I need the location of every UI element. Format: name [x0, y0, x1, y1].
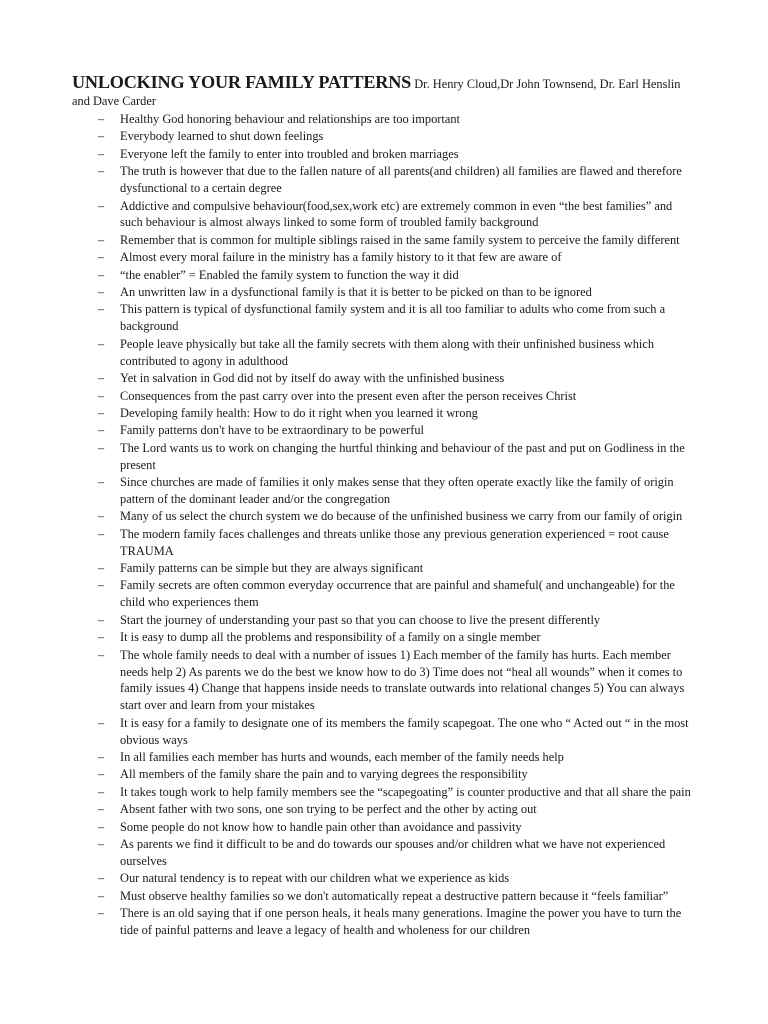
list-item — [72, 749, 692, 766]
list-item-text: In all families each member has hurts and wounds, each member of the family needs help — [120, 750, 564, 765]
list-item-text: Family patterns don't have to be extraordinary to be powerful — [120, 423, 424, 438]
list-item — [72, 905, 692, 939]
list-item — [72, 422, 692, 439]
bullet-dash: – — [98, 146, 105, 161]
list-item-text: Many of us select the church system we do because of the unfinished business we carry from our family of origin — [120, 509, 683, 524]
list-item-text: The truth is however that due to the fallen nature of all parents(and children) all families are flawed and therefore dysfunctional to a certain degree — [120, 164, 682, 196]
list-item-text: Yet in salvation in God did not by itself do away with the unfinished business — [120, 371, 505, 386]
list-item-text: Addictive and compulsive behaviour(food,sex,work etc) are extremely common in even “the best families” and such behaviour is almost always linked to some form of troubled family background — [120, 198, 673, 230]
list-item-text: Must observe healthy families so we don't automatically repeat a destructive pattern because it “feels familiar” — [120, 888, 669, 903]
list-item — [72, 870, 692, 887]
list-item-text: It takes tough work to help family members see the “scapegoating” is counter productive and that all share the pain — [120, 784, 691, 799]
list-item — [72, 526, 692, 560]
list-item-text: As parents we find it difficult to be and do towards our spouses and/or children what we have not experienced ourselves — [120, 837, 666, 868]
list-item-text: “the enabler” = Enabled the family system to function the way it did — [120, 267, 459, 282]
list-item — [72, 249, 692, 266]
bullet-dash: – — [98, 819, 105, 834]
list-item-text: The whole family needs to deal with a number of issues 1) Each member of the family has hurts. Each member needs help 2) As parents we do the best we know how to do 3) Time does not “heal all wounds” when it comes to family issues 4) Change that happens inside needs to translate outwards into relational changes 5) You can always start over and learn from your mistakes — [120, 647, 685, 713]
list-item-text: Some people do not know how to handle pain other than avoidance and passivity — [120, 819, 522, 834]
list-item-text: Consequences from the past carry over into the present even after the person receives Christ — [120, 388, 577, 403]
bullet-dash: – — [98, 285, 105, 300]
bullet-dash: – — [98, 509, 105, 524]
bullet-dash: – — [98, 302, 105, 317]
document-authors: Dr. Henry Cloud,Dr John Townsend, Dr. Earl Henslin and Dave Carder — [72, 77, 681, 108]
bullet-dash: – — [98, 388, 105, 403]
bullet-dash: – — [98, 164, 105, 179]
list-item — [72, 560, 692, 577]
bullet-dash: – — [98, 715, 105, 730]
bullet-dash: – — [98, 112, 105, 126]
document-page — [72, 74, 692, 940]
list-item-text: This pattern is typical of dysfunctional family system and it is all too familiar to adults who come from such a background — [120, 302, 666, 334]
list-item — [72, 836, 692, 870]
list-item — [72, 405, 692, 422]
bullet-dash: – — [98, 475, 105, 490]
bullet-dash: – — [98, 371, 105, 386]
bullet-dash: – — [98, 750, 105, 765]
list-item — [72, 301, 692, 335]
bullet-dash: – — [98, 767, 105, 782]
bullet-dash: – — [98, 647, 105, 662]
list-item-text: The Lord wants us to work on changing the hurtful thinking and behaviour of the past and put on Godliness in the present — [120, 440, 685, 472]
bullet-dash: – — [98, 784, 105, 799]
list-item — [72, 111, 692, 128]
bullet-dash: – — [98, 888, 105, 903]
list-item — [72, 766, 692, 783]
bullet-dash: – — [98, 837, 105, 852]
list-item-text: It is easy to dump all the problems and responsibility of a family on a single member — [120, 630, 541, 645]
bullet-dash: – — [98, 526, 105, 541]
list-item — [72, 163, 692, 197]
list-item — [72, 508, 692, 525]
list-item — [72, 474, 692, 508]
list-item-text: Everyone left the family to enter into troubled and broken marriages — [120, 146, 459, 161]
bullet-list — [72, 111, 692, 940]
list-item — [72, 784, 692, 801]
bullet-dash: – — [98, 405, 105, 420]
list-item-text: All members of the family share the pain and to varying degrees the responsibility — [120, 767, 528, 782]
list-item-text: Developing family health: How to do it right when you learned it wrong — [120, 405, 478, 420]
list-item-text: Start the journey of understanding your past so that you can choose to live the present differently — [120, 612, 601, 627]
list-item — [72, 577, 692, 611]
bullet-dash: – — [98, 612, 105, 627]
list-item-text: Everybody learned to shut down feelings — [120, 129, 324, 144]
bullet-dash: – — [98, 561, 105, 576]
list-item — [72, 370, 692, 387]
list-item — [72, 146, 692, 163]
list-item-text: Family patterns can be simple but they are always significant — [120, 561, 424, 576]
list-item — [72, 198, 692, 232]
list-item-text: There is an old saying that if one person heals, it heals many generations. Imagine the power you have to turn the tide of painful patterns and leave a legacy of health and wholeness for our children — [120, 906, 682, 938]
list-item-text: Remember that is common for multiple siblings raised in the same family system to perceive the family different — [120, 232, 680, 247]
list-item-text: Absent father with two sons, one son trying to be perfect and the other by acting out — [120, 802, 537, 817]
bullet-dash: – — [98, 578, 105, 593]
list-item — [72, 647, 692, 715]
bullet-dash: – — [98, 871, 105, 886]
list-item-text: Family secrets are often common everyday occurrence that are painful and shameful( and unchangeable) for the child who experiences them — [120, 578, 675, 610]
list-item — [72, 888, 692, 905]
list-item — [72, 388, 692, 405]
list-item-text: Our natural tendency is to repeat with our children what we experience as kids — [120, 871, 510, 886]
bullet-dash: – — [98, 232, 105, 247]
list-item — [72, 284, 692, 301]
bullet-dash: – — [98, 440, 105, 455]
list-item — [72, 801, 692, 818]
bullet-dash: – — [98, 250, 105, 265]
document-title: UNLOCKING YOUR FAMILY PATTERNS — [72, 72, 412, 92]
list-item — [72, 440, 692, 474]
list-item — [72, 715, 692, 749]
list-item — [72, 629, 692, 646]
bullet-dash: – — [98, 129, 105, 144]
list-item-text: An unwritten law in a dysfunctional family is that it is better to be picked on than to be ignored — [120, 285, 592, 300]
list-item — [72, 819, 692, 836]
list-item — [72, 128, 692, 145]
list-item — [72, 267, 692, 284]
list-item — [72, 232, 692, 249]
list-item-text: The modern family faces challenges and threats unlike those any previous generation experienced = root cause TRAUMA — [120, 526, 669, 558]
list-item-text: Since churches are made of families it only makes sense that they often operate exactly like the family of origin pattern of the dominant leader and/or the congregation — [120, 475, 674, 506]
list-item-text: People leave physically but take all the family secrets with them along with their unfinished business which contributed to agony in adulthood — [120, 336, 655, 368]
document-heading — [72, 74, 692, 110]
bullet-dash: – — [98, 267, 105, 282]
list-item — [72, 336, 692, 370]
bullet-dash: – — [98, 630, 105, 645]
list-item-text: Almost every moral failure in the ministry has a family history to it that few are aware of — [120, 250, 562, 265]
bullet-dash: – — [98, 906, 105, 921]
list-item-text: It is easy for a family to designate one of its members the family scapegoat. The one who “ Acted out “ in the most obvious ways — [120, 715, 689, 747]
list-item-text: Healthy God honoring behaviour and relationships are too important — [120, 112, 460, 126]
bullet-dash: – — [98, 198, 105, 213]
list-item — [72, 612, 692, 629]
bullet-dash: – — [98, 336, 105, 351]
bullet-dash: – — [98, 802, 105, 817]
bullet-dash: – — [98, 423, 105, 438]
